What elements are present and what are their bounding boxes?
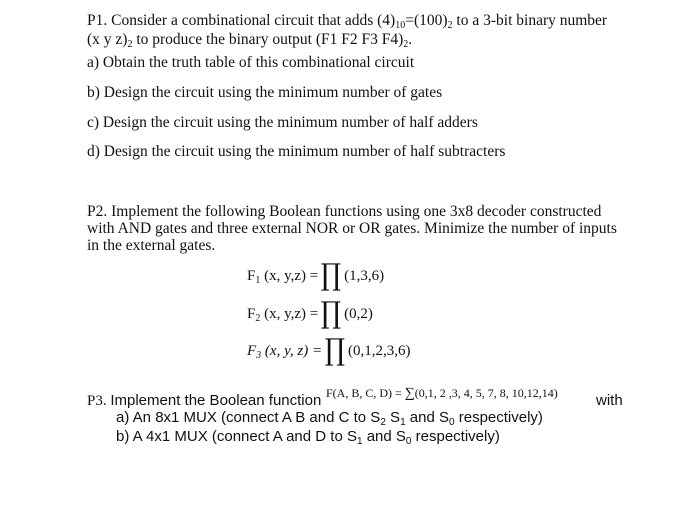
p3-function: F(A, B, C, D) = ∑(0,1, 2 ,3, 4, 5, 7, 8, 10,12,14) <box>326 386 558 401</box>
p3-title: P3. Implement the Boolean function <box>87 392 322 409</box>
p2-line-2: with AND gates and three external NOR or OR gates. Minimize the number of inputs <box>87 220 617 237</box>
p3-with: with <box>596 392 623 409</box>
p2-function-1: $F_1$ (x, y,z) =∏ (1,3,6) <box>247 258 385 293</box>
p1-line-1: P1. Consider a combinational circuit that adds $(4)_{10}=(100)_2$ to a 3-bit binary number <box>87 12 608 31</box>
p1-item-c: c) Design the circuit using the minimum number of half adders <box>87 114 478 131</box>
p2-line-1: P2. Implement the following Boolean functions using one 3x8 decoder constructed <box>87 203 602 220</box>
p3-item-a: a) An 8x1 MUX (connect A B and C to $S_2$ $S_1$ and $S_0$ respectively) <box>116 409 543 428</box>
p1-line-2: (x y $z)_2$ to produce the binary output (F1 F2 F3 $F4)_2$. <box>87 31 413 50</box>
p2-function-2: $F_2$ (x, y,z) =∏ (0,2) <box>247 296 373 331</box>
sum-icon: ∑ <box>404 386 415 401</box>
p1-item-d: d) Design the circuit using the minimum number of half subtracters <box>87 143 506 160</box>
p2-line-3: in the external gates. <box>87 237 216 254</box>
p2-function-3: $F_3$ (x, y, z) =∏ (0,1,2,3,6) <box>247 333 411 368</box>
p3-item-b: b) A 4x1 MUX (connect A and D to $S_1$ and $S_0$ respectively) <box>116 428 500 447</box>
p1-item-b: b) Design the circuit using the minimum number of gates <box>87 84 443 101</box>
p1-item-a: a) Obtain the truth table of this combinational circuit <box>87 54 415 71</box>
